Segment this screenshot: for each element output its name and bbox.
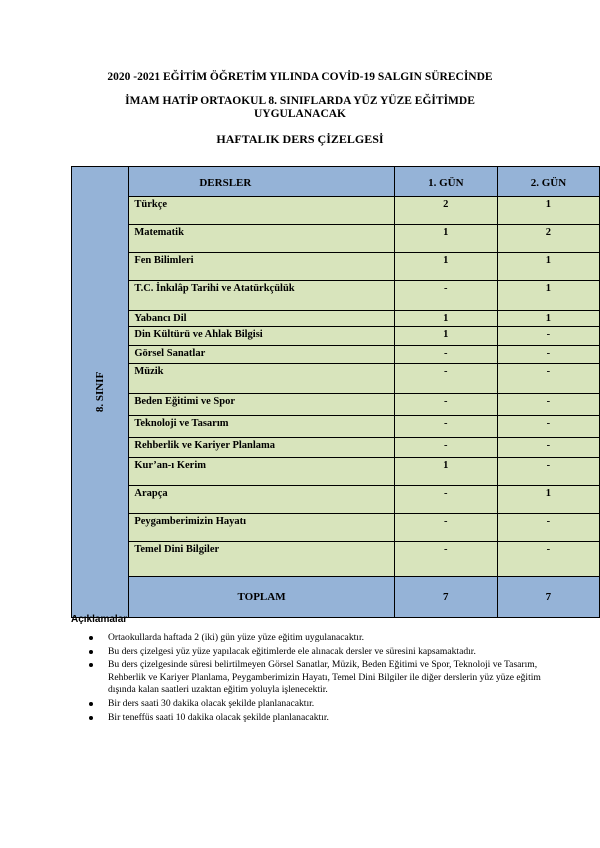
- lesson-name: Temel Dini Bilgiler: [129, 542, 394, 577]
- lesson-name: Beden Eğitimi ve Spor: [129, 394, 394, 416]
- class-label-cell: [72, 167, 129, 618]
- document-title: 2020 -2021 EĞİTİM ÖĞRETİM YILINDA COVİD-19 SALGIN SÜRECİNDE: [107, 71, 493, 83]
- lesson-day-1-hours: 1: [394, 225, 497, 253]
- bullet-icon: [89, 716, 93, 720]
- note-item: [108, 698, 568, 711]
- lesson-day-1-hours: 1: [394, 253, 497, 281]
- lesson-day-1-hours: -: [394, 281, 497, 311]
- bullet-icon: [89, 663, 93, 667]
- total-day-1: 7: [394, 577, 497, 618]
- lesson-day-2-hours: -: [497, 394, 599, 416]
- lesson-day-2-hours: 1: [497, 311, 599, 327]
- lesson-row: [72, 327, 600, 346]
- lesson-name: Rehberlik ve Kariyer Planlama: [129, 438, 394, 458]
- lesson-day-2-hours: -: [497, 346, 599, 364]
- lesson-name: Peygamberimizin Hayatı: [129, 514, 394, 542]
- schedule-title: HAFTALIK DERS ÇİZELGESİ: [216, 132, 384, 146]
- lesson-row: [72, 225, 600, 253]
- lesson-day-1-hours: 1: [394, 327, 497, 346]
- document-subtitle: [0, 95, 600, 121]
- lesson-name: Yabancı Dil: [129, 311, 394, 327]
- note-text: Bu ders çizelgesinde süresi belirtilmeyen Görsel Sanatlar, Müzik, Beden Eğitimi ve Spor, Teknoloji ve Tasarım, Rehberlik ve Kariyer Planlama, Peygamberimizin Hayatı, Temel Dini Bilgiler ile diğer derslerin yüz yüze eğitim dışında kalan saatleri uzaktan eğitim yoluyla işlenecektir.: [108, 659, 541, 696]
- header-day-2: 2. GÜN: [497, 167, 599, 197]
- lesson-row: [72, 364, 600, 394]
- lesson-day-1-hours: -: [394, 416, 497, 438]
- lesson-name: Kur’an-ı Kerim: [129, 458, 394, 486]
- lesson-name: Görsel Sanatlar: [129, 346, 394, 364]
- lesson-day-2-hours: -: [497, 327, 599, 346]
- header-day-1: 1. GÜN: [394, 167, 497, 197]
- lesson-day-1-hours: 1: [394, 311, 497, 327]
- lesson-day-1-hours: -: [394, 438, 497, 458]
- lesson-day-1-hours: -: [394, 394, 497, 416]
- note-text: Bir teneffüs saati 10 dakika olacak şekilde planlanacaktır.: [108, 711, 329, 723]
- bullet-icon: [89, 650, 93, 654]
- lesson-day-2-hours: 1: [497, 253, 599, 281]
- lesson-day-1-hours: -: [394, 486, 497, 514]
- lesson-day-2-hours: -: [497, 438, 599, 458]
- lesson-day-1-hours: 1: [394, 458, 497, 486]
- lesson-name: Müzik: [129, 364, 394, 394]
- lesson-day-2-hours: 2: [497, 225, 599, 253]
- lesson-row: [72, 486, 600, 514]
- note-text: Ortaokullarda haftada 2 (iki) gün yüze yüze eğitim uygulanacaktır.: [108, 632, 365, 643]
- total-label: TOPLAM: [129, 577, 394, 618]
- note-item: [108, 646, 568, 659]
- subtitle-line-2: UYGULANACAK: [254, 108, 346, 120]
- header-row: [72, 167, 600, 197]
- lesson-name: Fen Bilimleri: [129, 253, 394, 281]
- lesson-day-2-hours: 1: [497, 281, 599, 311]
- note-text: Bu ders çizelgesi yüz yüze yapılacak eğitimlerde ele alınacak dersler ve süresini kapsamaktadır.: [108, 645, 476, 657]
- lesson-day-2-hours: -: [497, 542, 599, 577]
- lesson-name: T.C. İnkılâp Tarihi ve Atatürkçülük: [129, 281, 394, 311]
- lesson-day-2-hours: 1: [497, 197, 599, 225]
- lesson-day-1-hours: -: [394, 542, 497, 577]
- lesson-day-2-hours: -: [497, 458, 599, 486]
- lesson-row: [72, 197, 600, 225]
- total-day-2: 7: [497, 577, 599, 618]
- lesson-day-1-hours: 2: [394, 197, 497, 225]
- note-text: Bir ders saati 30 dakika olacak şekilde planlanacaktır.: [108, 697, 315, 709]
- note-item: [108, 632, 568, 645]
- subtitle-line-1: İMAM HATİP ORTAOKUL 8. SINIFLARDA YÜZ YÜZE EĞİTİMDE: [125, 95, 475, 107]
- lesson-name: Arapça: [129, 486, 394, 514]
- lesson-day-1-hours: -: [394, 514, 497, 542]
- lesson-name: Matematik: [129, 225, 394, 253]
- lesson-day-2-hours: 1: [497, 486, 599, 514]
- total-row: [72, 577, 600, 618]
- class-label: 8. SINIF: [94, 371, 107, 413]
- lesson-day-2-hours: -: [497, 416, 599, 438]
- lesson-day-1-hours: -: [394, 346, 497, 364]
- header-lessons: DERSLER: [129, 167, 394, 197]
- notes-list: [71, 632, 568, 725]
- lesson-day-2-hours: -: [497, 364, 599, 394]
- lesson-row: [72, 346, 600, 364]
- note-item: [108, 712, 568, 725]
- lesson-day-1-hours: -: [394, 364, 497, 394]
- lesson-name: Teknoloji ve Tasarım: [129, 416, 394, 438]
- lesson-day-2-hours: -: [497, 514, 599, 542]
- lesson-row: [72, 438, 600, 458]
- schedule-table: [71, 166, 600, 618]
- lesson-row: [72, 458, 600, 486]
- note-item: [108, 659, 568, 697]
- lesson-row: [72, 514, 600, 542]
- lesson-row: [72, 253, 600, 281]
- lesson-row: [72, 311, 600, 327]
- lesson-row: [72, 416, 600, 438]
- lesson-row: [72, 394, 600, 416]
- bullet-icon: [89, 636, 93, 640]
- notes-title: Açıklamalar: [71, 614, 128, 625]
- lesson-name: Din Kültürü ve Ahlak Bilgisi: [129, 327, 394, 346]
- lesson-name: Türkçe: [129, 197, 394, 225]
- lesson-row: [72, 281, 600, 311]
- bullet-icon: [89, 702, 93, 706]
- lesson-row: [72, 542, 600, 577]
